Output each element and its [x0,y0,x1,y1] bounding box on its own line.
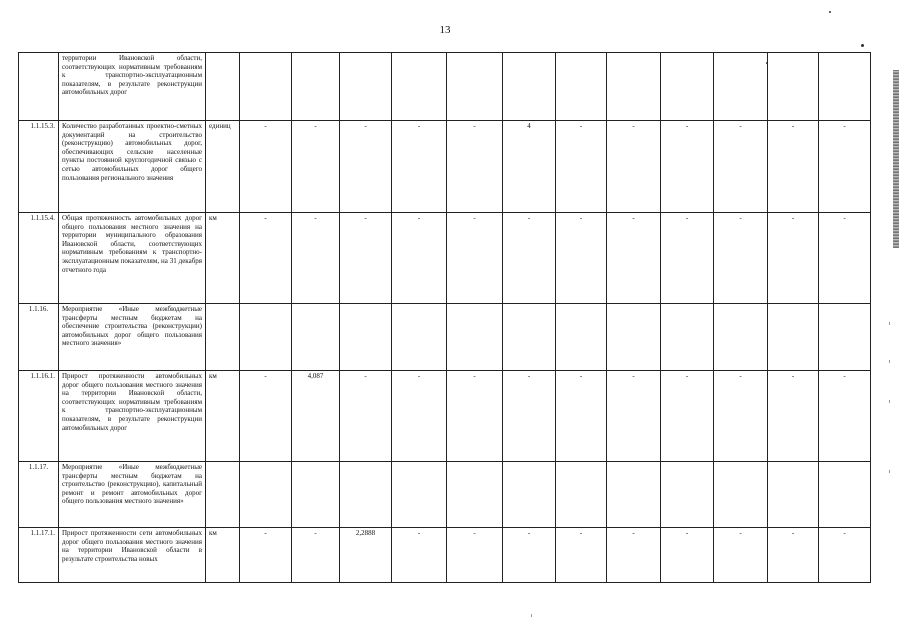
value-cell: - [768,213,819,304]
value-cell [661,462,714,528]
value-cell [240,53,292,121]
row-code [19,53,59,121]
value-cell: - [292,528,340,583]
row-code: 1.1.15.4. [19,213,59,304]
row-description: Общая протяженность автомобильных дорог общего пользования местного значения на территории муниципального образования Ивановской области, соответствующих нормативным требованиям к транспортно-эксплуатационным показателям, на 31 декабря отчетного года [59,213,206,304]
value-cell [240,462,292,528]
value-cell [503,304,556,371]
table-row [19,462,871,528]
row-unit: км [206,371,240,462]
value-cell: - [392,528,447,583]
value-cell [392,53,447,121]
row-description: территории Ивановской области, соответствующих нормативным требованиям к транспортно-эксплуатационным показателям, в результате реконструкции автомобильных дорог [59,53,206,121]
value-cell: - [819,121,871,213]
value-cell [661,304,714,371]
row-code: 1.1.17.1. [19,528,59,583]
value-cell: 4,087 [292,371,340,462]
scan-speck [889,360,890,363]
value-cell [768,304,819,371]
row-description: Мероприятие «Иные межбюджетные трансферты местным бюджетам на обеспечение строительства (реконструкции) автомобильных дорог общего пользования местного значения» [59,304,206,371]
value-cell [340,462,392,528]
row-unit: км [206,213,240,304]
row-unit [206,53,240,121]
value-cell: - [556,121,607,213]
value-cell [240,304,292,371]
row-code: 1.1.16.1. [19,371,59,462]
value-cell: - [768,121,819,213]
value-cell: - [340,371,392,462]
value-cell [556,53,607,121]
value-cell [340,53,392,121]
value-cell: - [240,528,292,583]
value-cell: - [556,528,607,583]
value-cell: - [768,371,819,462]
value-cell: - [392,213,447,304]
scan-speck [531,614,532,617]
value-cell [447,304,503,371]
value-cell: - [392,371,447,462]
row-unit [206,462,240,528]
scan-speck [889,322,890,325]
row-description: Мероприятие «Иные межбюджетные трансферты местным бюджетам на строительство (реконструкцию), капитальный ремонт и ремонт автомобильных дорог общего пользования местного значения» [59,462,206,528]
row-code: 1.1.16. [19,304,59,371]
row-code: 1.1.15.3. [19,121,59,213]
value-cell: - [340,121,392,213]
value-cell [768,53,819,121]
value-cell [661,53,714,121]
value-cell: - [392,121,447,213]
row-unit [206,304,240,371]
value-cell: - [661,121,714,213]
value-cell: - [714,121,768,213]
value-cell: - [607,371,661,462]
table-row [19,213,871,304]
value-cell [714,462,768,528]
value-cell [607,462,661,528]
value-cell [607,304,661,371]
value-cell [392,462,447,528]
value-cell: 2,2888 [340,528,392,583]
value-cell [714,304,768,371]
value-cell [447,53,503,121]
row-description: Количество разработанных проектно-сметных документаций на строительство (реконструкцию) автомобильных дорог, обеспечивающих сельские населенные пункты постоянной круглогодичной связью с сетью автомобильных дорог общего пользования регионального значения [59,121,206,213]
value-cell: - [819,213,871,304]
row-unit: единиц [206,121,240,213]
value-cell: - [661,528,714,583]
value-cell [292,53,340,121]
value-cell [292,462,340,528]
value-cell: - [768,528,819,583]
value-cell: - [819,528,871,583]
value-cell [340,304,392,371]
value-cell [503,53,556,121]
value-cell: - [503,528,556,583]
value-cell: - [292,213,340,304]
table-row [19,121,871,213]
value-cell: - [607,121,661,213]
table-row [19,371,871,462]
row-unit: км [206,528,240,583]
scan-edge-mark [893,70,899,248]
value-cell: - [240,371,292,462]
value-cell [292,304,340,371]
value-cell: - [447,213,503,304]
value-cell: - [340,213,392,304]
value-cell [556,304,607,371]
scan-speck [889,470,890,473]
value-cell: - [447,121,503,213]
row-code: 1.1.17. [19,462,59,528]
scan-speck [861,44,864,47]
indicators-table [18,52,871,583]
value-cell: - [607,528,661,583]
row-description: Прирост протяженности автомобильных дорог общего пользования местного значения на территории Ивановской области, соответствующих нормативным требованиям к транспортно-эксплуатационным показателям, в результате реконструкции автомобильных дорог [59,371,206,462]
value-cell [714,53,768,121]
value-cell: - [447,371,503,462]
value-cell [447,462,503,528]
table-row [19,528,871,583]
value-cell: - [503,213,556,304]
value-cell: - [714,528,768,583]
value-cell: - [292,121,340,213]
table-row [19,53,871,121]
scan-speck [766,62,768,64]
table-body [19,53,871,583]
scan-speck [889,400,890,403]
value-cell [768,462,819,528]
value-cell: - [607,213,661,304]
value-cell: - [447,528,503,583]
value-cell: - [503,371,556,462]
value-cell: - [714,213,768,304]
value-cell: - [661,213,714,304]
value-cell [556,462,607,528]
value-cell: - [240,213,292,304]
value-cell: - [240,121,292,213]
row-description: Прирост протяженности сети автомобильных дорог общего пользования местного значения на территории Ивановской области в результате строительства новых [59,528,206,583]
table-row [19,304,871,371]
page-number: 13 [439,24,451,36]
value-cell [392,304,447,371]
value-cell [819,462,871,528]
value-cell [503,462,556,528]
value-cell: - [714,371,768,462]
value-cell: - [661,371,714,462]
value-cell: - [556,213,607,304]
value-cell [819,304,871,371]
scan-speck [829,11,831,13]
value-cell: - [556,371,607,462]
value-cell [819,53,871,121]
value-cell [607,53,661,121]
value-cell: 4 [503,121,556,213]
value-cell: - [819,371,871,462]
